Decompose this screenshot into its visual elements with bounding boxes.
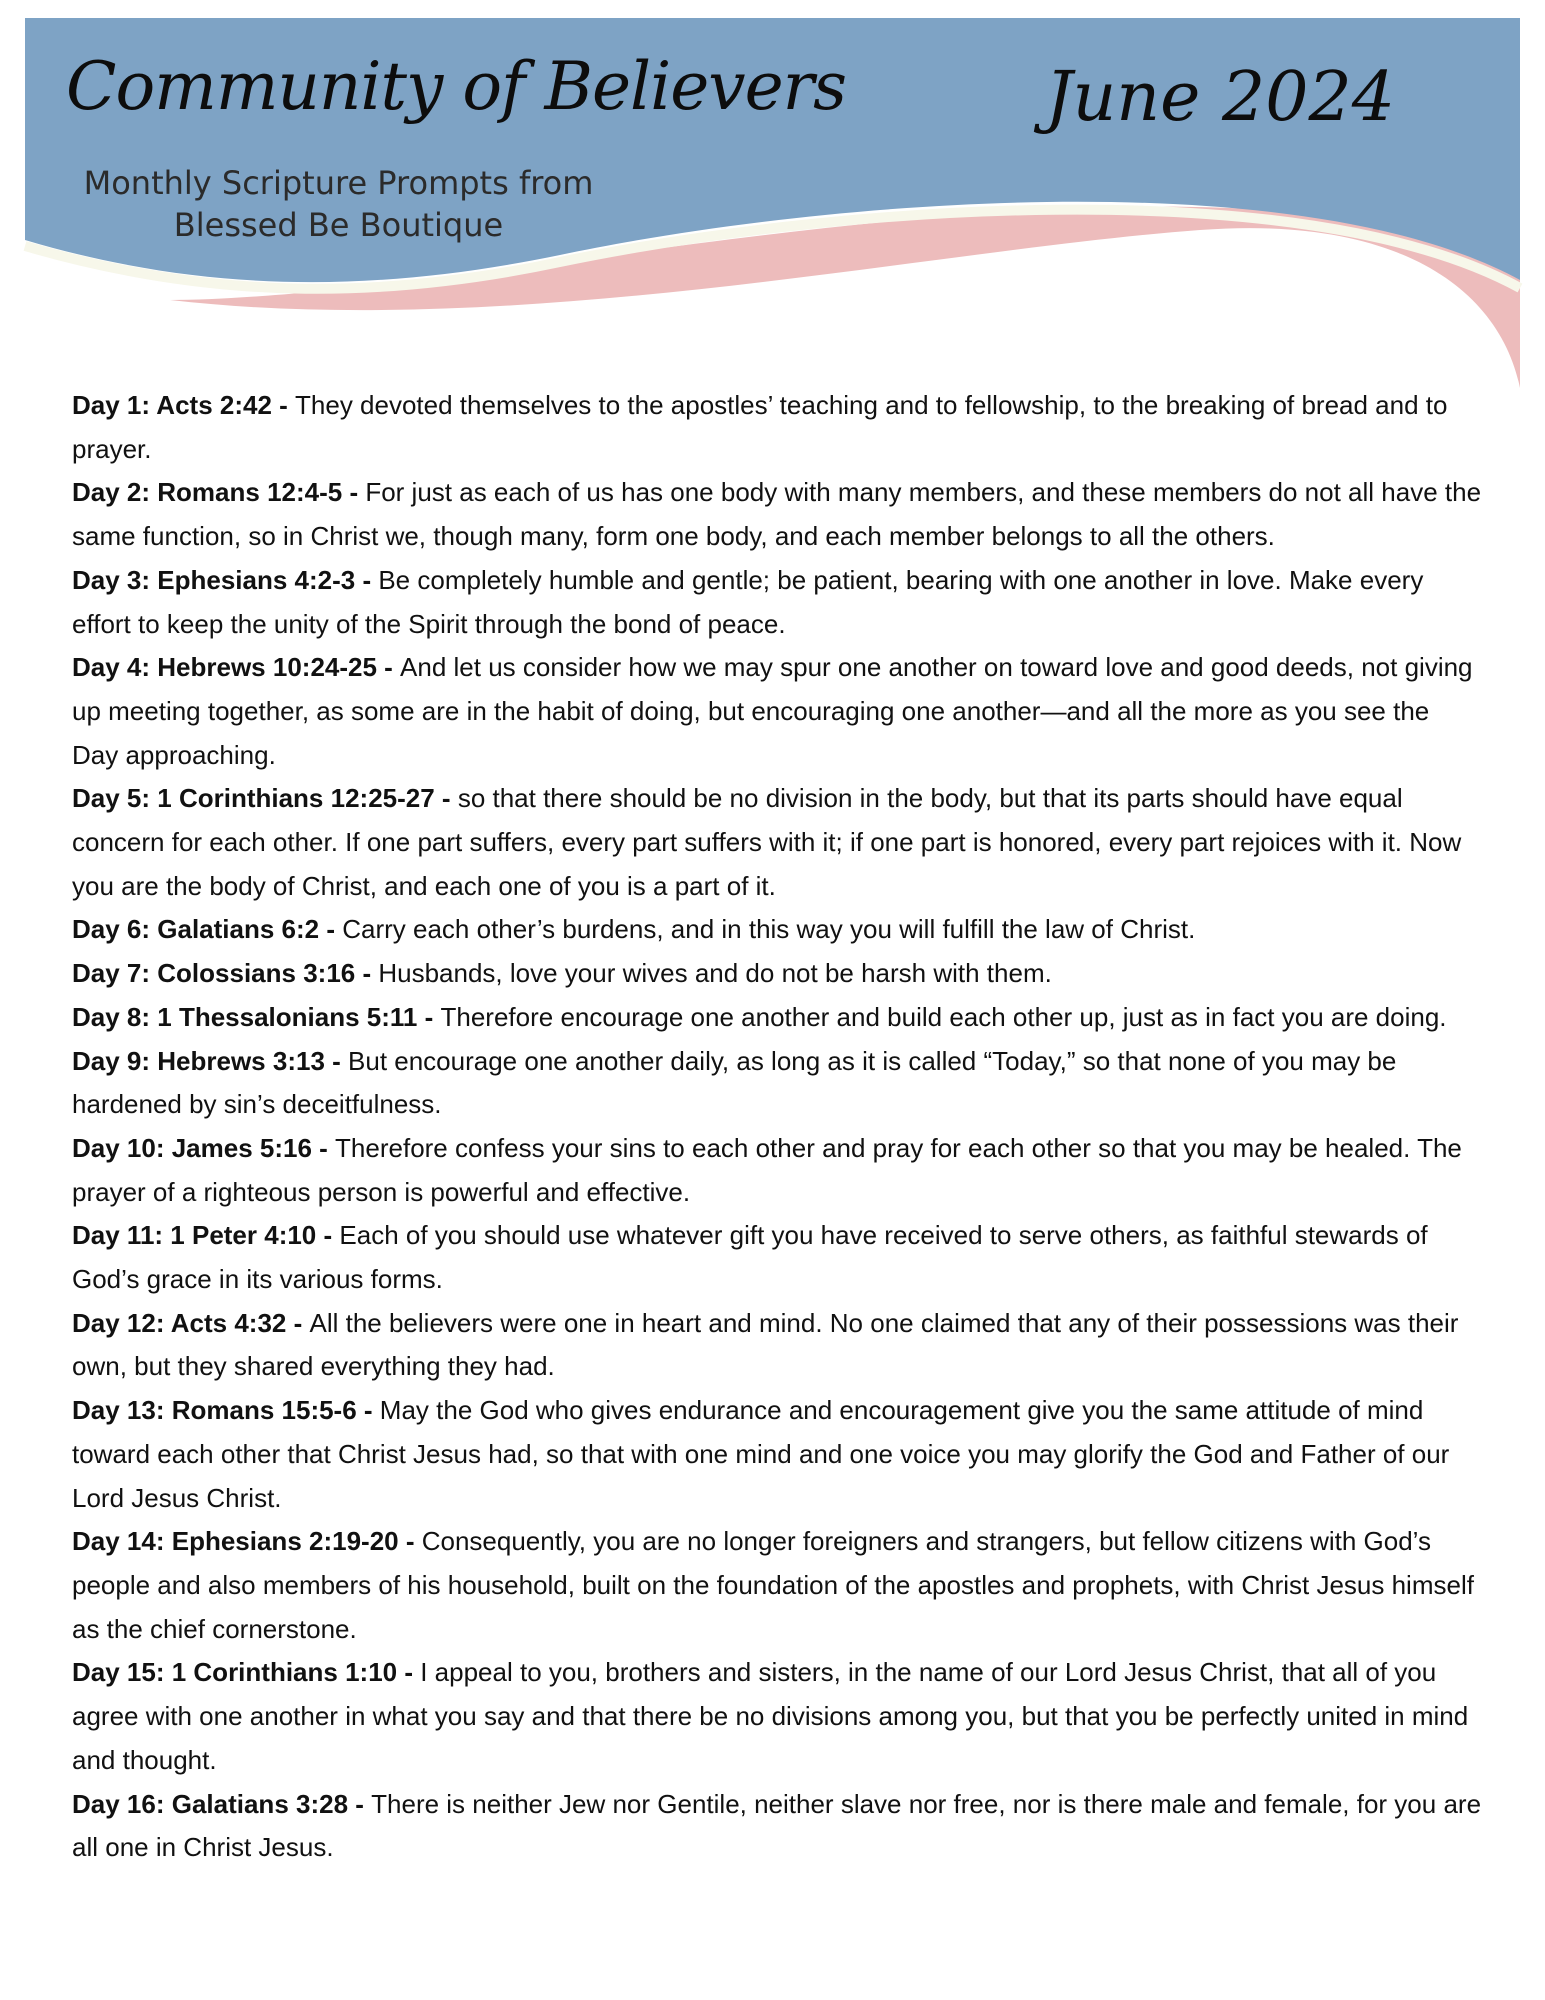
entry-text: Husbands, love your wives and do not be harsh with them. <box>378 958 1052 989</box>
entry-text: There is neither Jew nor Gentile, neither slave nor free, nor is there male and female, for you are all one in Christ Jesus. <box>72 1788 1482 1863</box>
entry-reference: Day 4: Hebrews 10:24-25 - <box>72 652 401 683</box>
entry-reference: Day 5: 1 Corinthians 12:25-27 - <box>72 783 458 814</box>
scripture-entry-day-14 <box>72 1520 1482 1651</box>
entry-reference: Day 1: Acts 2:42 - <box>72 390 296 420</box>
entry-text: Each of you should use whatever gift you have received to serve others, as faithful stewards of God’s grace in its various forms. <box>72 1220 1428 1295</box>
scripture-entry-day-10 <box>72 1127 1482 1214</box>
entry-text: May the God who gives endurance and encouragement give you the same attitude of mind toward each other that Christ Jesus had, so that with one mind and one voice you may glorify the God and Father of our Lord Jesus Christ. <box>72 1395 1450 1513</box>
scripture-entry-day-3 <box>72 559 1482 646</box>
scripture-entry-day-1 <box>72 384 1482 471</box>
scripture-entry-day-9 <box>72 1040 1482 1127</box>
entry-text: Consequently, you are no longer foreigners and strangers, but fellow citizens with God’s people and also members of his household, built on the foundation of the apostles and prophets, with Christ Jesus himself as the chief cornerstone. <box>72 1526 1474 1644</box>
subtitle-line-1: Monthly Scripture Prompts from <box>83 164 594 202</box>
subtitle-line-2: Blessed Be Boutique <box>173 206 504 244</box>
scripture-entry-day-7 <box>72 952 1482 996</box>
scripture-entry-day-8 <box>72 996 1482 1040</box>
month-label: June 2024 <box>1045 58 1395 137</box>
entry-reference: Day 2: Romans 12:4-5 - <box>72 477 366 508</box>
entry-reference: Day 11: 1 Peter 4:10 - <box>72 1220 340 1251</box>
scripture-entry-day-11 <box>72 1214 1482 1301</box>
scripture-entry-day-6 <box>72 908 1482 952</box>
entry-reference: Day 8: 1 Thessalonians 5:11 - <box>72 1001 441 1032</box>
entry-text: Therefore confess your sins to each other and pray for each other so that you may be healed. The prayer of a righteous person is powerful and effective. <box>72 1132 1462 1207</box>
scripture-list <box>72 384 1482 1870</box>
entry-reference: Day 7: Colossians 3:16 - <box>72 958 379 989</box>
entry-text: For just as each of us has one body with many members, and these members do not all have the same function, so in Christ we, though many, form one body, and each member belongs to all the others. <box>72 477 1482 552</box>
entry-text: so that there should be no division in the body, but that its parts should have equal concern for each other. If one part suffers, every part suffers with it; if one part is honored, every part rejoices with it. Now you are the body of Christ, and each one of you is a part of it. <box>72 783 1462 901</box>
header-banner <box>0 0 1545 400</box>
entry-reference: Day 13: Romans 15:5-6 - <box>72 1395 380 1426</box>
scripture-entry-day-12 <box>72 1302 1482 1389</box>
scripture-entry-day-2 <box>72 471 1482 558</box>
scripture-entry-day-5 <box>72 777 1482 908</box>
scripture-entry-day-15 <box>72 1651 1482 1782</box>
page-title: Community of Believers <box>66 48 847 125</box>
scripture-entry-day-13 <box>72 1389 1482 1520</box>
entry-text: I appeal to you, brothers and sisters, in the name of our Lord Jesus Christ, that all of you agree with one another in what you say and that there be no divisions among you, but that you be perfectly united in mind and thought. <box>72 1657 1469 1775</box>
entry-text: But encourage one another daily, as long as it is called “Today,” so that none of you may be hardened by sin’s deceitfulness. <box>72 1045 1397 1120</box>
scripture-entry-day-4 <box>72 646 1482 777</box>
entry-text: They devoted themselves to the apostles’ teaching and to fellowship, to the breaking of bread and to prayer. <box>72 390 1448 464</box>
entry-text: Be completely humble and gentle; be patient, bearing with one another in love. Make every effort to keep the unity of the Spirit through the bond of peace. <box>72 564 1424 639</box>
entry-text: And let us consider how we may spur one another on toward love and good deeds, not giving up meeting together, as some are in the habit of doing, but encouraging one another—and all the more as you see the Day approaching. <box>72 652 1473 770</box>
scripture-entry-day-16 <box>72 1783 1482 1870</box>
entry-reference: Day 9: Hebrews 3:13 - <box>72 1045 349 1076</box>
entry-reference: Day 6: Galatians 6:2 - <box>72 914 343 945</box>
entry-reference: Day 16: Galatians 3:28 - <box>72 1788 372 1819</box>
entry-text: All the believers were one in heart and mind. No one claimed that any of their possessions was their own, but they shared everything they had. <box>72 1307 1459 1382</box>
entry-reference: Day 10: James 5:16 - <box>72 1132 336 1163</box>
entry-reference: Day 12: Acts 4:32 - <box>72 1307 310 1338</box>
entry-reference: Day 15: 1 Corinthians 1:10 - <box>72 1657 421 1688</box>
entry-text: Therefore encourage one another and build each other up, just as in fact you are doing. <box>440 1001 1447 1032</box>
entry-text: Carry each other’s burdens, and in this way you will fulfill the law of Christ. <box>342 914 1196 945</box>
entry-reference: Day 14: Ephesians 2:19-20 - <box>72 1526 422 1557</box>
page-subtitle <box>66 162 611 246</box>
entry-reference: Day 3: Ephesians 4:2-3 - <box>72 564 379 595</box>
